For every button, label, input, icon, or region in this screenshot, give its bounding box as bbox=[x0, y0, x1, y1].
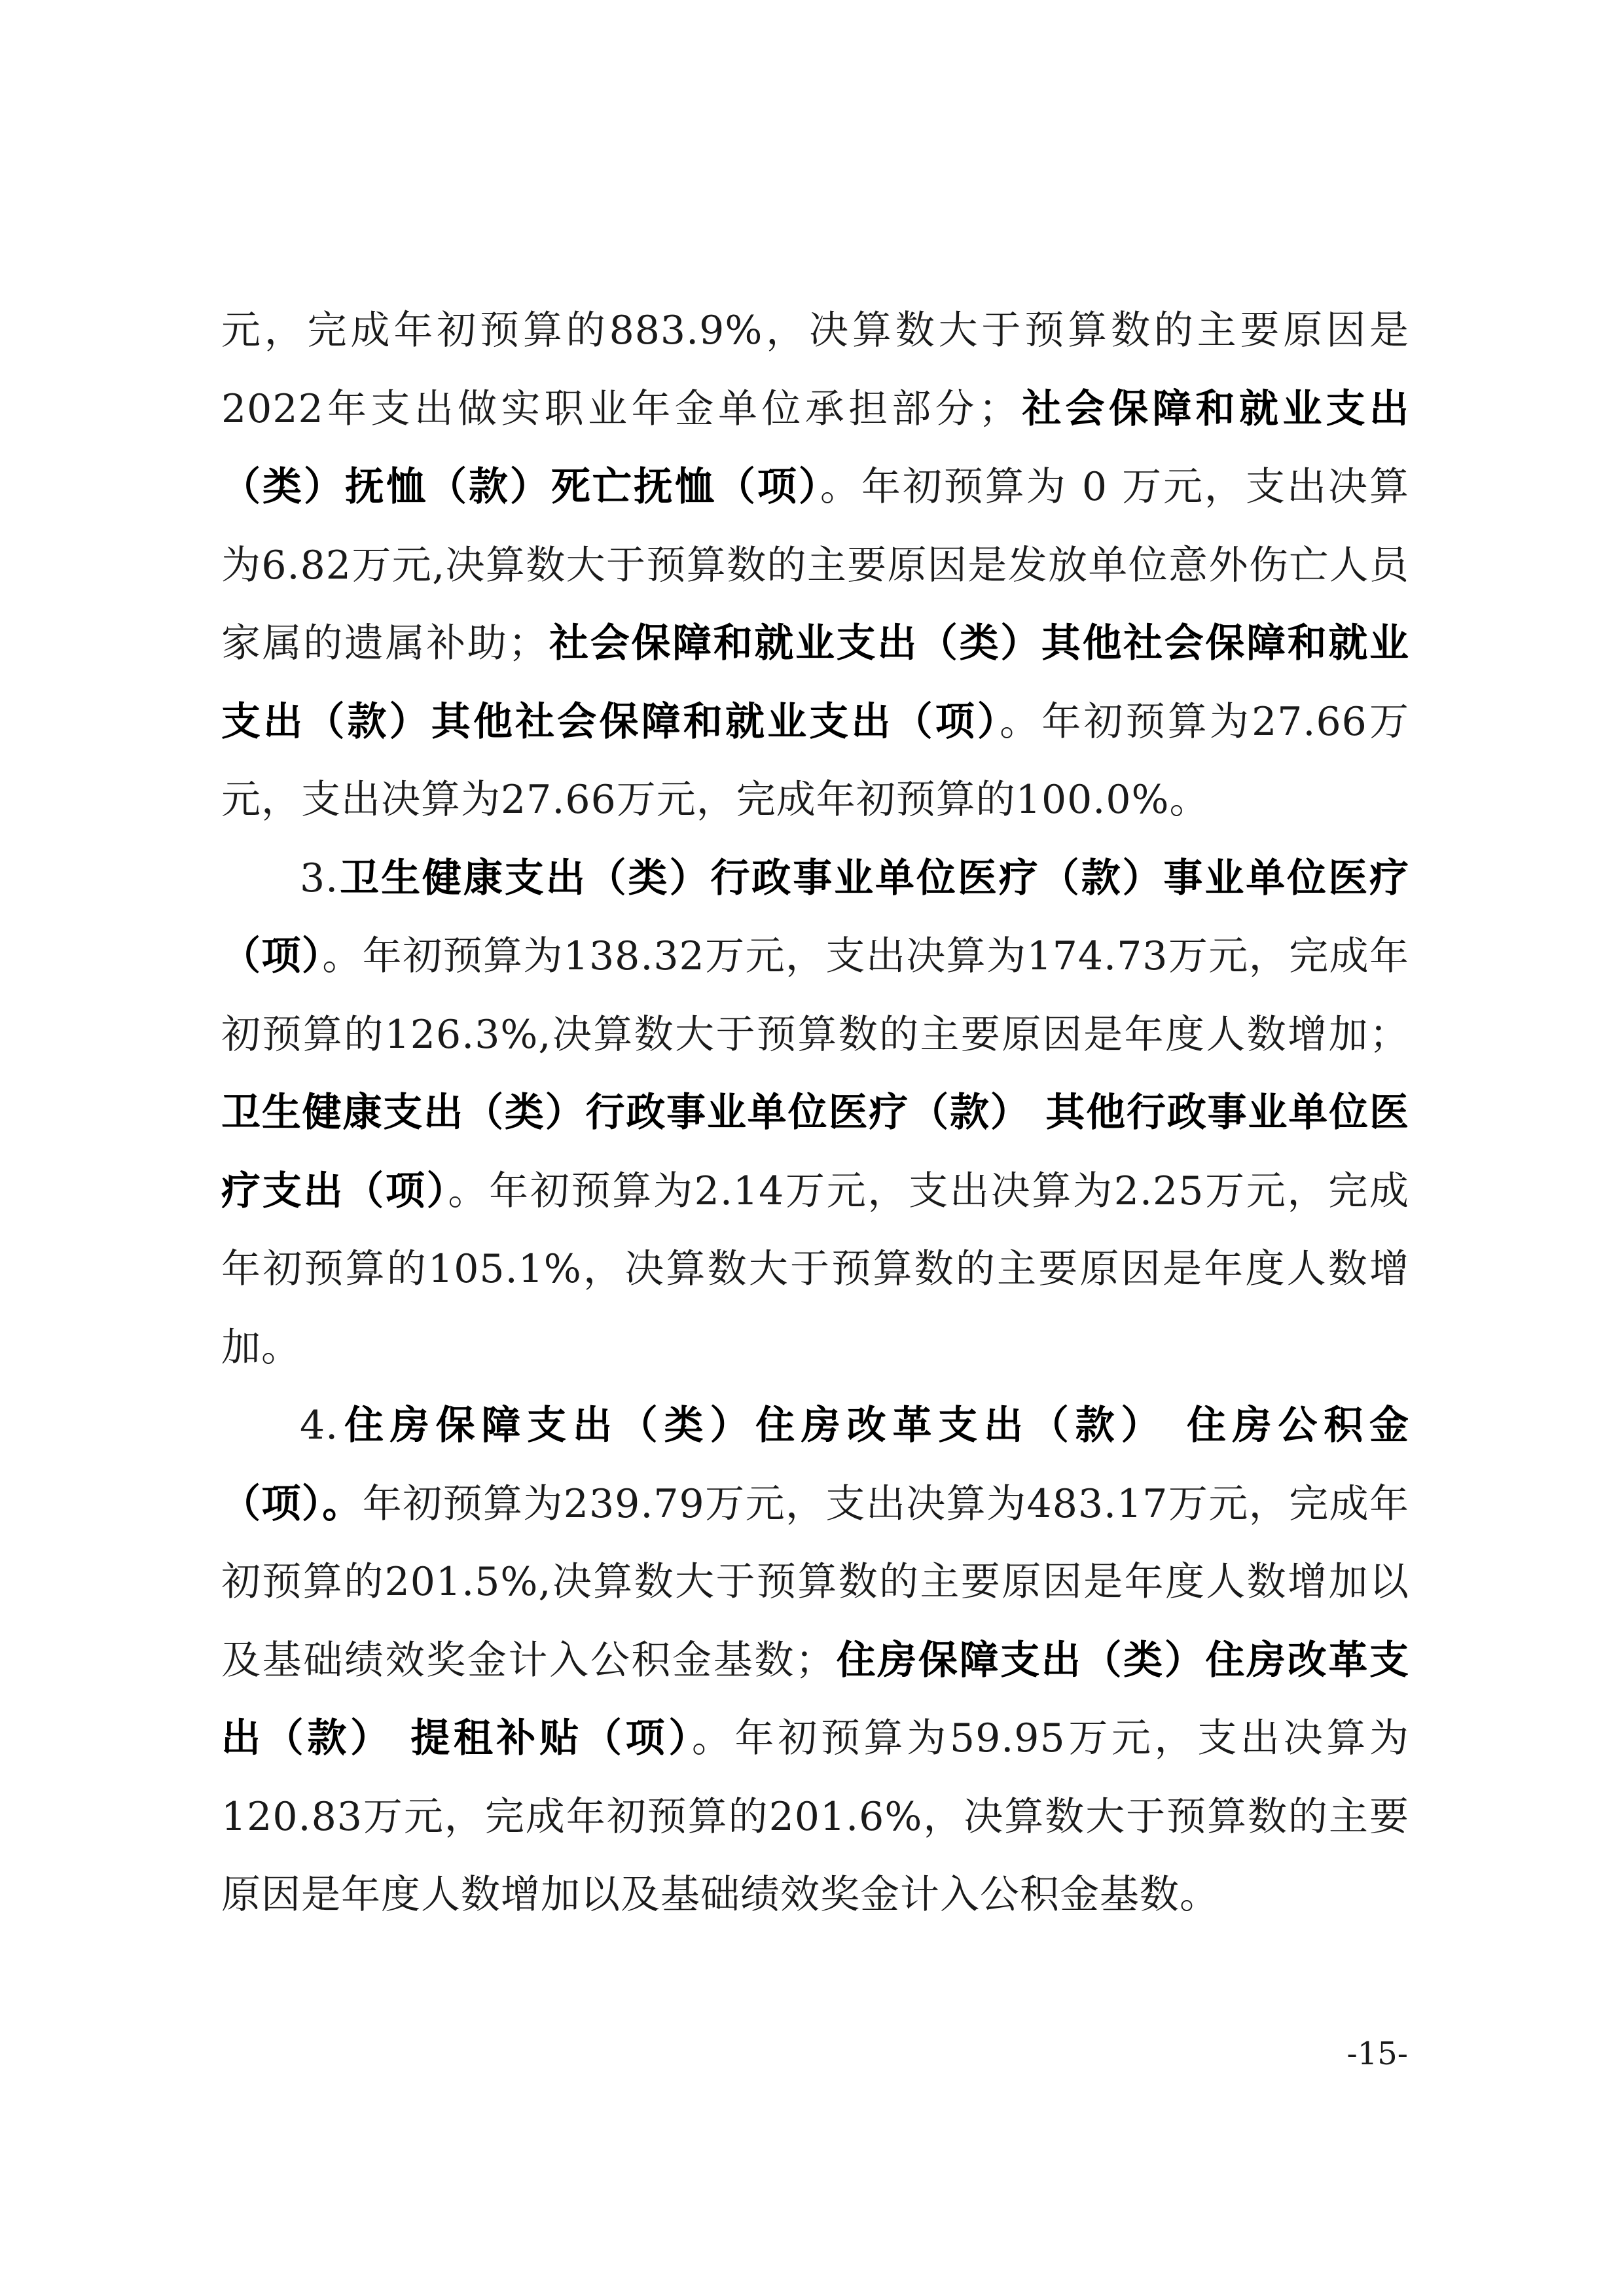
paragraph bbox=[221, 292, 1409, 840]
paragraph-text: 。年初预算为2.14万元，支出决算为2.25万元，完成年初预算的105.1%，决算数大于预算数的主要原因是年度人数增加。 bbox=[221, 1168, 1410, 1371]
bold-heading-text: 住房保障支出（类）住房改革支出（款） 住房公积金（项）。 bbox=[221, 1403, 1409, 1527]
paragraph-text: 。年初预算为27.66万元，支出决算为27.66万元，完成年初预算的100.0%。 bbox=[221, 698, 1409, 823]
paragraph-text: 。年初预算为138.32万元，支出决算为174.73万元，完成年初预算的126.3%,决算数大于预算数的主要原因是年度人数增加； bbox=[221, 933, 1409, 1058]
paragraph bbox=[221, 1387, 1409, 1935]
bold-heading-text: 卫生健康支出（类）行政事业单位医疗（款）事业单位医疗（项） bbox=[221, 855, 1409, 979]
paragraph-text: 3. bbox=[300, 855, 339, 901]
bold-heading-text: 住房保障支出（类）住房改革支出（款） 提租补贴（项） bbox=[221, 1637, 1409, 1761]
paragraph-text: 元，完成年初预算的883.9%，决算数大于预算数的主要原因是2022年支出做实职业年金单位承担部分； bbox=[221, 308, 1409, 432]
page-number: -15- bbox=[1346, 2036, 1408, 2072]
paragraph bbox=[221, 840, 1409, 1388]
bold-heading-text: 社会保障和就业支出（类）抚恤（款）死亡抚恤（项） bbox=[221, 386, 1410, 510]
paragraph-text: 。年初预算为59.95万元，支出决算为120.83万元，完成年初预算的201.6%，决算数大于预算数的主要原因是年度人数增加以及基础绩效奖金计入公积金基数。 bbox=[221, 1715, 1409, 1918]
bold-heading-text: 卫生健康支出（类）行政事业单位医疗（款） 其他行政事业单位医疗支出（项） bbox=[221, 1090, 1409, 1214]
paragraph-text: 。年初预算为 0 万元，支出决算为6.82万元,决算数大于预算数的主要原因是发放单位意外伤亡人员家属的遗属补助； bbox=[221, 464, 1410, 666]
bold-heading-text: 社会保障和就业支出（类）其他社会保障和就业支出（款）其他社会保障和就业支出（项） bbox=[221, 620, 1409, 745]
paragraph-text: 年初预算为239.79万元，支出决算为483.17万元，完成年初预算的201.5%,决算数大于预算数的主要原因是年度人数增加以及基础绩效奖金计入公积金基数； bbox=[221, 1480, 1409, 1683]
paragraph-text: 4. bbox=[300, 1403, 339, 1448]
body-text bbox=[221, 292, 1409, 1935]
